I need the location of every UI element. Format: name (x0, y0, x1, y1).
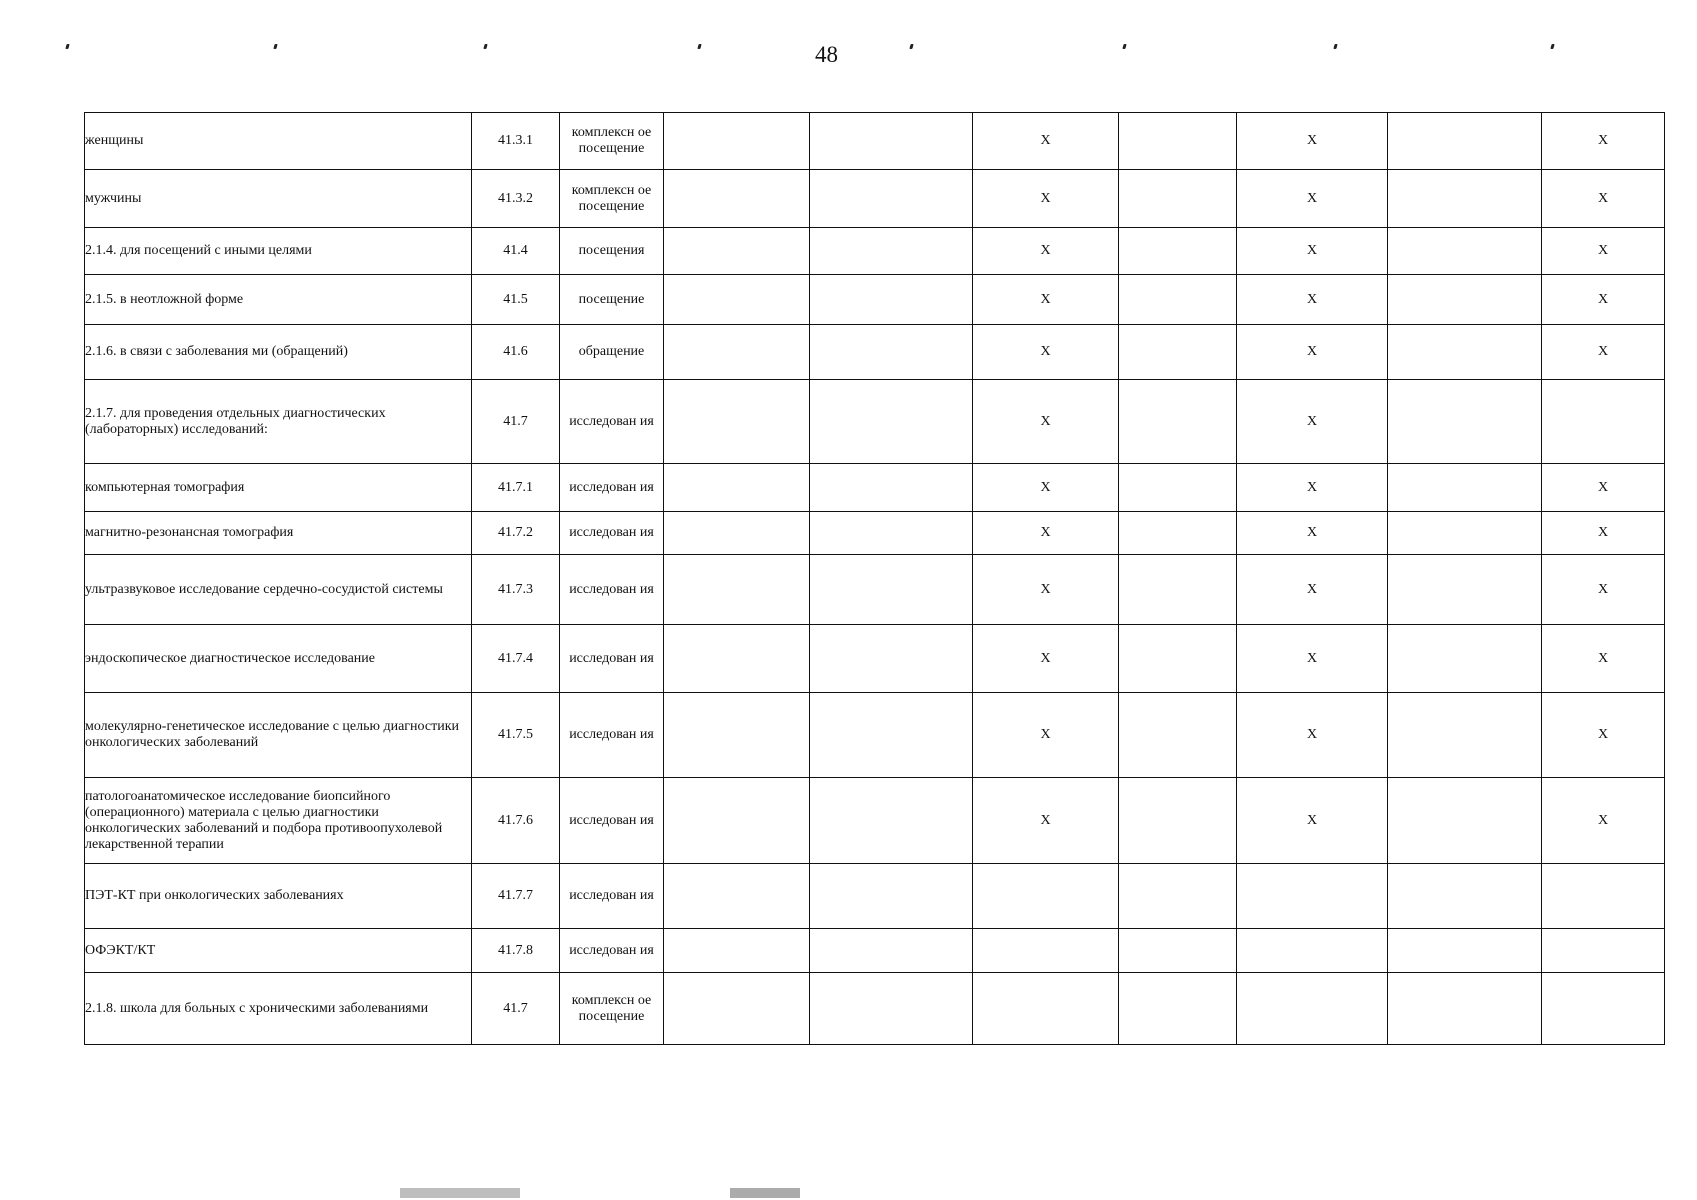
row-name: 2.1.7. для проведения отдельных диагностических (лабораторных) исследований: (85, 380, 472, 464)
scan-mark (1122, 44, 1126, 49)
value-cell-c7: X (1542, 275, 1665, 325)
value-cell-c5: X (1237, 625, 1388, 693)
value-cell-c7: X (1542, 464, 1665, 512)
table-body (85, 113, 1665, 1045)
value-cell-c2 (810, 228, 973, 275)
value-cell-c2 (810, 625, 973, 693)
row-code: 41.7.4 (472, 625, 560, 693)
value-cell-c4 (1119, 170, 1237, 228)
value-cell-c3: X (973, 325, 1119, 380)
table-row (85, 778, 1665, 864)
value-cell-c3: X (973, 512, 1119, 555)
value-cell-c3 (973, 929, 1119, 973)
value-cell-c6 (1388, 778, 1542, 864)
row-name: 2.1.4. для посещений с иными целями (85, 228, 472, 275)
table-row (85, 464, 1665, 512)
scan-mark (909, 44, 913, 49)
value-cell-c7: X (1542, 625, 1665, 693)
row-unit: исследован ия (560, 512, 664, 555)
value-cell-c7: X (1542, 693, 1665, 778)
value-cell-c5: X (1237, 464, 1388, 512)
row-code: 41.3.2 (472, 170, 560, 228)
row-unit: исследован ия (560, 380, 664, 464)
value-cell-c4 (1119, 325, 1237, 380)
value-cell-c6 (1388, 228, 1542, 275)
scan-artifact (730, 1188, 800, 1198)
row-name: магнитно-резонансная томография (85, 512, 472, 555)
row-unit: исследован ия (560, 864, 664, 929)
scan-mark (1550, 44, 1554, 49)
value-cell-c1 (664, 555, 810, 625)
value-cell-c5: X (1237, 325, 1388, 380)
scan-mark (273, 44, 277, 49)
value-cell-c4 (1119, 864, 1237, 929)
value-cell-c6 (1388, 275, 1542, 325)
value-cell-c5: X (1237, 170, 1388, 228)
row-unit: исследован ия (560, 555, 664, 625)
value-cell-c6 (1388, 973, 1542, 1045)
value-cell-c2 (810, 693, 973, 778)
value-cell-c3: X (973, 228, 1119, 275)
page-number: 48 (815, 42, 838, 67)
row-unit: исследован ия (560, 464, 664, 512)
row-name: ультразвуковое исследование сердечно-сосудистой системы (85, 555, 472, 625)
value-cell-c7: X (1542, 325, 1665, 380)
row-unit: комплексн ое посещение (560, 170, 664, 228)
value-cell-c5 (1237, 864, 1388, 929)
value-cell-c2 (810, 170, 973, 228)
value-cell-c1 (664, 170, 810, 228)
value-cell-c7 (1542, 864, 1665, 929)
row-name: молекулярно-генетическое исследование с целью диагностики онкологических заболеваний (85, 693, 472, 778)
value-cell-c2 (810, 973, 973, 1045)
value-cell-c3: X (973, 170, 1119, 228)
scan-mark (1333, 44, 1337, 49)
row-code: 41.7.1 (472, 464, 560, 512)
value-cell-c4 (1119, 555, 1237, 625)
table-row (85, 275, 1665, 325)
value-cell-c7: X (1542, 555, 1665, 625)
value-cell-c7 (1542, 929, 1665, 973)
row-unit: комплексн ое посещение (560, 973, 664, 1045)
row-unit: посещения (560, 228, 664, 275)
value-cell-c3 (973, 864, 1119, 929)
row-code: 41.7.8 (472, 929, 560, 973)
row-name: ОФЭКТ/КТ (85, 929, 472, 973)
value-cell-c6 (1388, 170, 1542, 228)
row-name: 2.1.6. в связи с заболевания ми (обращений) (85, 325, 472, 380)
row-code: 41.6 (472, 325, 560, 380)
value-cell-c4 (1119, 228, 1237, 275)
value-cell-c5 (1237, 973, 1388, 1045)
row-name: патологоанатомическое исследование биопсийного (операционного) материала с целью диагностики онкологических заболеваний и подбора противоопухолевой лекарственной терапии (85, 778, 472, 864)
value-cell-c3: X (973, 555, 1119, 625)
table-row (85, 693, 1665, 778)
value-cell-c1 (664, 380, 810, 464)
value-cell-c3: X (973, 275, 1119, 325)
value-cell-c3: X (973, 693, 1119, 778)
value-cell-c1 (664, 929, 810, 973)
value-cell-c5: X (1237, 228, 1388, 275)
value-cell-c4 (1119, 113, 1237, 170)
value-cell-c1 (664, 864, 810, 929)
value-cell-c4 (1119, 625, 1237, 693)
value-cell-c4 (1119, 693, 1237, 778)
value-cell-c2 (810, 929, 973, 973)
value-cell-c7 (1542, 380, 1665, 464)
row-unit: исследован ия (560, 778, 664, 864)
value-cell-c1 (664, 973, 810, 1045)
value-cell-c4 (1119, 380, 1237, 464)
row-code: 41.7.3 (472, 555, 560, 625)
value-cell-c6 (1388, 625, 1542, 693)
value-cell-c4 (1119, 973, 1237, 1045)
value-cell-c2 (810, 275, 973, 325)
table-row (85, 170, 1665, 228)
value-cell-c5: X (1237, 693, 1388, 778)
value-cell-c4 (1119, 778, 1237, 864)
value-cell-c7 (1542, 973, 1665, 1045)
value-cell-c3: X (973, 778, 1119, 864)
value-cell-c1 (664, 625, 810, 693)
value-cell-c6 (1388, 929, 1542, 973)
value-cell-c3 (973, 973, 1119, 1045)
value-cell-c6 (1388, 113, 1542, 170)
row-unit: исследован ия (560, 929, 664, 973)
row-code: 41.7.7 (472, 864, 560, 929)
value-cell-c2 (810, 864, 973, 929)
value-cell-c5: X (1237, 555, 1388, 625)
value-cell-c2 (810, 512, 973, 555)
table-row (85, 512, 1665, 555)
value-cell-c2 (810, 464, 973, 512)
row-code: 41.7.6 (472, 778, 560, 864)
value-cell-c2 (810, 325, 973, 380)
value-cell-c3: X (973, 464, 1119, 512)
table-row (85, 325, 1665, 380)
value-cell-c4 (1119, 512, 1237, 555)
row-code: 41.5 (472, 275, 560, 325)
value-cell-c2 (810, 778, 973, 864)
row-unit: посещение (560, 275, 664, 325)
value-cell-c7: X (1542, 113, 1665, 170)
row-code: 41.7 (472, 973, 560, 1045)
value-cell-c6 (1388, 380, 1542, 464)
services-table (84, 112, 1665, 1045)
scan-mark (697, 44, 701, 49)
value-cell-c4 (1119, 464, 1237, 512)
value-cell-c1 (664, 275, 810, 325)
table-row (85, 864, 1665, 929)
row-name: компьютерная томография (85, 464, 472, 512)
table-row (85, 113, 1665, 170)
value-cell-c3: X (973, 380, 1119, 464)
row-name: 2.1.5. в неотложной форме (85, 275, 472, 325)
value-cell-c6 (1388, 512, 1542, 555)
value-cell-c6 (1388, 464, 1542, 512)
row-name: мужчины (85, 170, 472, 228)
table-row (85, 625, 1665, 693)
value-cell-c4 (1119, 929, 1237, 973)
row-name: эндоскопическое диагностическое исследование (85, 625, 472, 693)
value-cell-c7: X (1542, 512, 1665, 555)
row-code: 41.7 (472, 380, 560, 464)
value-cell-c6 (1388, 555, 1542, 625)
value-cell-c2 (810, 555, 973, 625)
value-cell-c1 (664, 693, 810, 778)
row-name: женщины (85, 113, 472, 170)
value-cell-c1 (664, 325, 810, 380)
row-code: 41.7.2 (472, 512, 560, 555)
row-unit: комплексн ое посещение (560, 113, 664, 170)
value-cell-c5: X (1237, 512, 1388, 555)
value-cell-c4 (1119, 275, 1237, 325)
row-name: ПЭТ-КТ при онкологических заболеваниях (85, 864, 472, 929)
value-cell-c6 (1388, 325, 1542, 380)
value-cell-c5: X (1237, 275, 1388, 325)
value-cell-c1 (664, 464, 810, 512)
scan-mark (65, 44, 69, 49)
row-code: 41.7.5 (472, 693, 560, 778)
value-cell-c5: X (1237, 113, 1388, 170)
row-code: 41.4 (472, 228, 560, 275)
value-cell-c5: X (1237, 778, 1388, 864)
value-cell-c1 (664, 228, 810, 275)
table-row (85, 973, 1665, 1045)
row-code: 41.3.1 (472, 113, 560, 170)
value-cell-c6 (1388, 864, 1542, 929)
scan-artifact (400, 1188, 520, 1198)
value-cell-c1 (664, 113, 810, 170)
row-unit: исследован ия (560, 625, 664, 693)
table-row (85, 380, 1665, 464)
value-cell-c5 (1237, 929, 1388, 973)
row-name: 2.1.8. школа для больных с хроническими заболеваниями (85, 973, 472, 1045)
value-cell-c6 (1388, 693, 1542, 778)
table-row (85, 228, 1665, 275)
value-cell-c7: X (1542, 228, 1665, 275)
value-cell-c7: X (1542, 170, 1665, 228)
scan-mark (483, 44, 487, 49)
table-row (85, 555, 1665, 625)
row-unit: обращение (560, 325, 664, 380)
value-cell-c3: X (973, 625, 1119, 693)
value-cell-c2 (810, 380, 973, 464)
value-cell-c7: X (1542, 778, 1665, 864)
value-cell-c1 (664, 512, 810, 555)
value-cell-c5: X (1237, 380, 1388, 464)
value-cell-c3: X (973, 113, 1119, 170)
value-cell-c1 (664, 778, 810, 864)
table-row (85, 929, 1665, 973)
value-cell-c2 (810, 113, 973, 170)
row-unit: исследован ия (560, 693, 664, 778)
